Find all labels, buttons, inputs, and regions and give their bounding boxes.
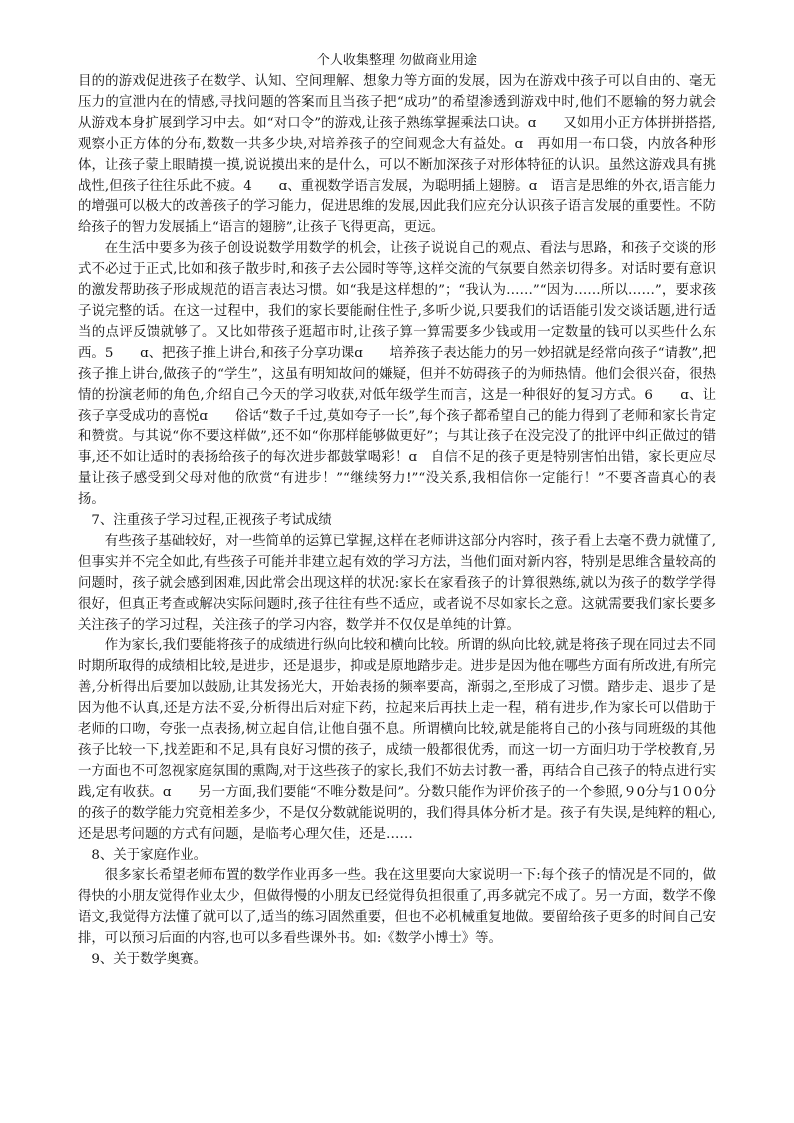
body-paragraph: 有些孩子基础较好，对一些简单的运算已掌握,这样在老师讲这部分内容时，孩子看上去毫不费力就懂了,但事实并不完全如此,有些孩子可能并非建立起有效的学习方法，当他们面对新内容，特别是思维含量较高的问题时，孩子就会感到困难,因此常会出现这样的状况:家长在家看孩子的计算很熟练,就以为孩子的数学学得很好，但真正考查或解决实际问题时,孩子往往有些不适应，或者说不尽如家长之意。这就需要我们家长要多关注孩子的学习过程，关注孩子的学习内容，数学并不仅仅是单纯的计算。 bbox=[78, 533, 716, 633]
document-body bbox=[78, 72, 716, 971]
section-heading: 7、注重孩子学习过程,正视孩子考试成绩 bbox=[91, 513, 332, 529]
body-paragraph: 在生活中要多为孩子创设说数学用数学的机会，让孩子说说自己的观点、看法与思路，和孩子交谈的形式不必过于正式,比如和孩子散步时,和孩子去公园时等等,这样交流的气氛要自然亲切得多。对话时要有意识的激发帮助孩子形成规范的语言表达习惯。如“我是这样想的”；“我认为……”“因为……所以……”，要求孩子说完整的话。在这一过程中，我们的家长要能耐住性子,多听少说,只要我们的话语能引发交谈话题,进行适当的点评反馈就够了。又比如带孩子逛超市时,让孩子算一算需要多少钱或用一定数量的钱可以买些什么东西。5 ɑ、把孩子推上讲台,和孩子分享功课ɑ 培养孩子表达能力的另一妙招就是经常向孩子“请教”,把孩子推上讲台,做孩子的“学生”，这虽有明知故问的嫌疑，但并不妨碍孩子的为师热情。他们会很兴奋，很热情的扮演老师的角色,介绍自己今天的学习收获,对低年级学生而言，这是一种很好的复习方式。6 ɑ、让孩子享受成功的喜悦ɑ 俗话“数子千过,莫如夸子一长”,每个孩子都希望自己的能力得到了老师和家长肯定和赞赏。与其说“你不要这样做”,还不如“你那样能够做更好”；与其让孩子在没完没了的批评中纠正做过的错事,还不如让适时的表扬给孩子的每次进步都鼓掌喝彩！ɑ 自信不足的孩子更是特别害怕出错，家长更应尽量让孩子感受到父母对他的欣赏“有进步！”“继续努力!”“没关系,我相信你一定能行！”不要吝啬真心的表扬。 bbox=[78, 241, 716, 508]
body-paragraph: 目的的游戏促进孩子在数学、认知、空间理解、想象力等方面的发展，因为在游戏中孩子可以自由的、毫无压力的宣泄内在的情感,寻找问题的答案而且当孩子把“成功”的希望渗透到游戏中时,他们不愿输的努力就会从游戏本身扩展到学习中去。如“对口令”的游戏,让孩子熟练掌握乘法口诀。ɑ 又如用小正方体拼拼搭搭,观察小正方体的分布,数数一共多少块,对培养孩子的空间观念大有益处。ɑ 再如用一布口袋，内放各种形体，让孩子蒙上眼睛摸一摸,说说摸出来的是什么，可以不断加深孩子对形体特征的认识。虽然这游戏具有挑战性,但孩子往往乐此不疲。4 ɑ、重视数学语言发展，为聪明插上翅膀。ɑ 语言是思维的外衣,语言能力的增强可以极大的改善孩子的学习能力，促进思维的发展,因此我们应充分认识孩子语言发展的重要性。不防给孩子的智力发展插上“语言的翅膀”,让孩子飞得更高，更远。 bbox=[78, 74, 716, 236]
section-heading: 9、关于数学奥赛。 bbox=[91, 952, 208, 968]
body-paragraph: 很多家长希望老师布置的数学作业再多一些。我在这里要向大家说明一下:每个孩子的情况是不同的，做得快的小朋友觉得作业太少，但做得慢的小朋友已经觉得负担很重了,再多就完不成了。另一方面，数学不像语文,我觉得方法懂了就可以了,适当的练习固然重要，但也不必机械重复地做。要留给孩子更多的时间自己安排，可以预习后面的内容,也可以多看些课外书。如:《数学小博士》等。 bbox=[78, 868, 716, 947]
section-heading: 8、关于家庭作业。 bbox=[91, 847, 208, 863]
body-paragraph: 作为家长,我们要能将孩子的成绩进行纵向比较和横向比较。所谓的纵向比较,就是将孩子现在同过去不同时期所取得的成绩相比较,是进步，还是退步，抑或是原地踏步走。进步是因为他在哪些方面有所改进,有所完善,分析得出后要加以鼓励,让其发扬光大，开始表扬的频率要高，渐弱之,至形成了习惯。踏步走、退步了是因为他不认真,还是方法不妥,分析得出后对症下药，拉起来后再扶上走一程，稍有进步,作为家长可以借助于老师的口吻，夸张一点表扬,树立起自信,让他自强不息。所谓横向比较,就是能将自己的小孩与同班级的其他孩子比较一下,找差距和不足,具有良好习惯的孩子，成绩一般都很优秀，而这一切一方面归功于学校教育,另一方面也不可忽视家庭氛围的熏陶,对于这些孩子的家长,我们不妨去讨教一番，再结合自己孩子的特点进行实践,定有收获。ɑ 另一方面,我们要能“不唯分数是问”。分数只能作为评价孩子的一个参照,９0分与1０0分的孩子的数学能力究竟相差多少，不是仅分数就能说明的，我们得具体分析才是。孩子有失误,是纯粹的粗心,还是思考问题的方式有问题，是临考心理欠佳，还是…… bbox=[78, 638, 716, 842]
page-header: 个人收集整理 勿做商业用途 bbox=[316, 53, 478, 68]
